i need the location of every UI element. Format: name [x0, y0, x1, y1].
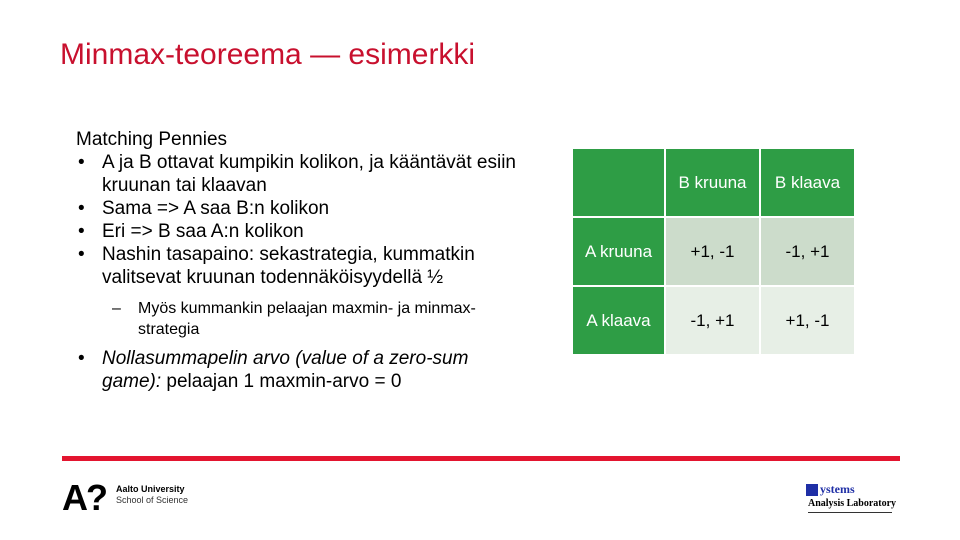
matrix-cell: +1, -1	[760, 286, 855, 355]
matrix-header-row	[572, 148, 855, 217]
aalto-university-name: Aalto University	[116, 484, 185, 494]
col-header-b-klaava: B klaava	[760, 148, 855, 217]
footer-divider	[62, 456, 900, 461]
row-header-a-kruuna: A kruuna	[572, 217, 665, 286]
bullet-item-zero-sum	[76, 347, 516, 393]
slide-title: Minmax-teoreema — esimerkki	[60, 38, 476, 71]
sal-logo	[806, 482, 910, 516]
sal-systems-text: ystems	[820, 482, 855, 496]
payoff-matrix	[571, 147, 856, 356]
bullet-item: • A ja B ottavat kumpikin kolikon, ja kääntävät esiin kruunan tai klaavan	[76, 151, 516, 197]
aalto-mark-icon: A?	[62, 477, 106, 518]
sal-s-box-icon	[806, 484, 818, 496]
matrix-cell: +1, -1	[665, 217, 760, 286]
matrix-cell: -1, +1	[665, 286, 760, 355]
aalto-school-name: School of Science	[116, 495, 189, 505]
matrix-cell: -1, +1	[760, 217, 855, 286]
sub-bullet-item: – Myös kummankin pelaajan maxmin- ja minmax-strategia	[76, 298, 516, 340]
matrix-row	[572, 217, 855, 286]
bullet-item: • Sama => A saa B:n kolikon	[76, 197, 516, 220]
sal-lab-text: Analysis Laboratory	[808, 498, 897, 509]
col-header-b-kruuna: B kruuna	[665, 148, 760, 217]
content-heading: Matching Pennies	[76, 129, 228, 150]
slide-content	[76, 128, 516, 393]
zero-sum-rest-text: pelaajan 1 maxmin-arvo = 0	[161, 371, 402, 392]
matrix-corner-cell	[572, 148, 665, 217]
row-header-a-klaava: A klaava	[572, 286, 665, 355]
bullet-item: • Nashin tasapaino: sekastrategia, kummatkin valitsevat kruunan todennäköisyydellä ½	[76, 243, 516, 289]
zero-sum-italic-text: Nollasummapelin arvo (value of a zero-sum game):	[102, 348, 469, 392]
bullet-item: • Eri => B saa A:n kolikon	[76, 220, 516, 243]
sal-underline	[808, 512, 892, 513]
matrix-row	[572, 286, 855, 355]
